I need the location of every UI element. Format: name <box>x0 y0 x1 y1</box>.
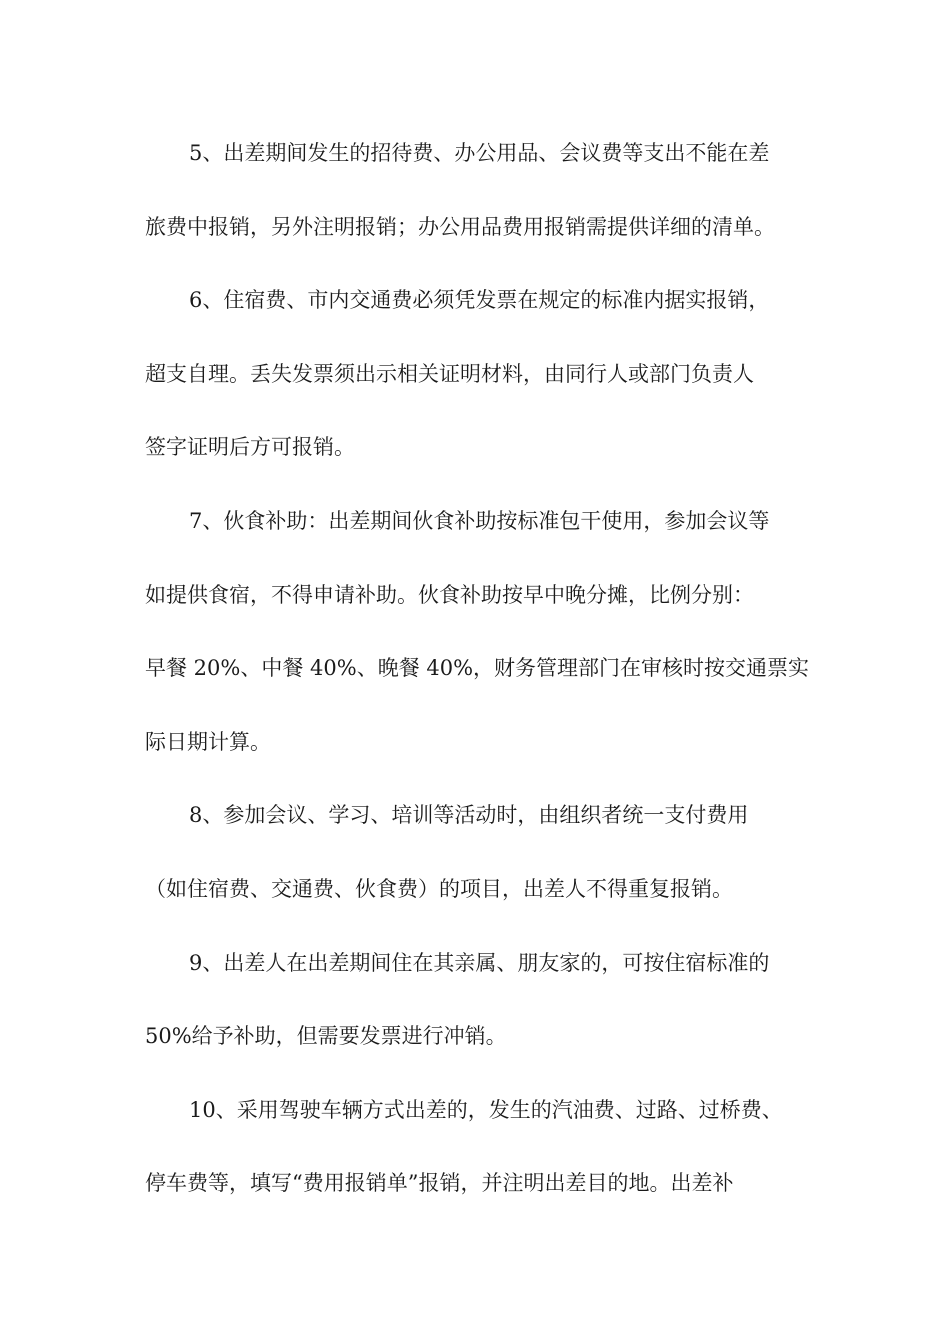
paragraph-7-line-3: 早餐 20%、中餐 40%、晚餐 40%，财务管理部门在审核时按交通票实 <box>145 656 810 681</box>
paragraph-5-line-2: 旅费中报销，另外注明报销；办公用品费用报销需提供详细的清单。 <box>145 214 775 239</box>
paragraph-6-line-3: 签字证明后方可报销。 <box>145 435 355 460</box>
paragraph-10-line-2: 停车费等，填写“费用报销单”报销，并注明出差目的地。出差补 <box>145 1171 734 1196</box>
paragraph-7-line-2: 如提供食宿，不得申请补助。伙食补助按早中晚分摊，比例分别： <box>145 582 754 607</box>
paragraph-9-line-2: 50%给予补助，但需要发票进行冲销。 <box>145 1024 507 1049</box>
paragraph-7-line-1: 7、伙食补助：出差期间伙食补助按标准包干使用，参加会议等 <box>189 508 770 533</box>
document-body <box>145 131 825 1235</box>
paragraph-5-line-1: 5、出差期间发生的招待费、办公用品、会议费等支出不能在差 <box>189 141 770 165</box>
paragraph-6-line-1: 6、住宿费、市内交通费必须凭发票在规定的标准内据实报销， <box>189 288 770 313</box>
paragraph-9-line-1: 9、出差人在出差期间住在其亲属、朋友家的，可按住宿标准的 <box>189 950 770 975</box>
paragraph-6-line-2: 超支自理。丢失发票须出示相关证明材料，由同行人或部门负责人 <box>145 361 754 386</box>
paragraph-8-line-1: 8、参加会议、学习、培训等活动时，由组织者统一支付费用 <box>189 803 749 828</box>
paragraph-10-line-1: 10、采用驾驶车辆方式出差的，发生的汽油费、过路、过桥费、 <box>189 1097 783 1122</box>
paragraph-7-line-4: 际日期计算。 <box>145 729 271 754</box>
paragraph-8-line-2: （如住宿费、交通费、伙食费）的项目，出差人不得重复报销。 <box>145 876 733 901</box>
